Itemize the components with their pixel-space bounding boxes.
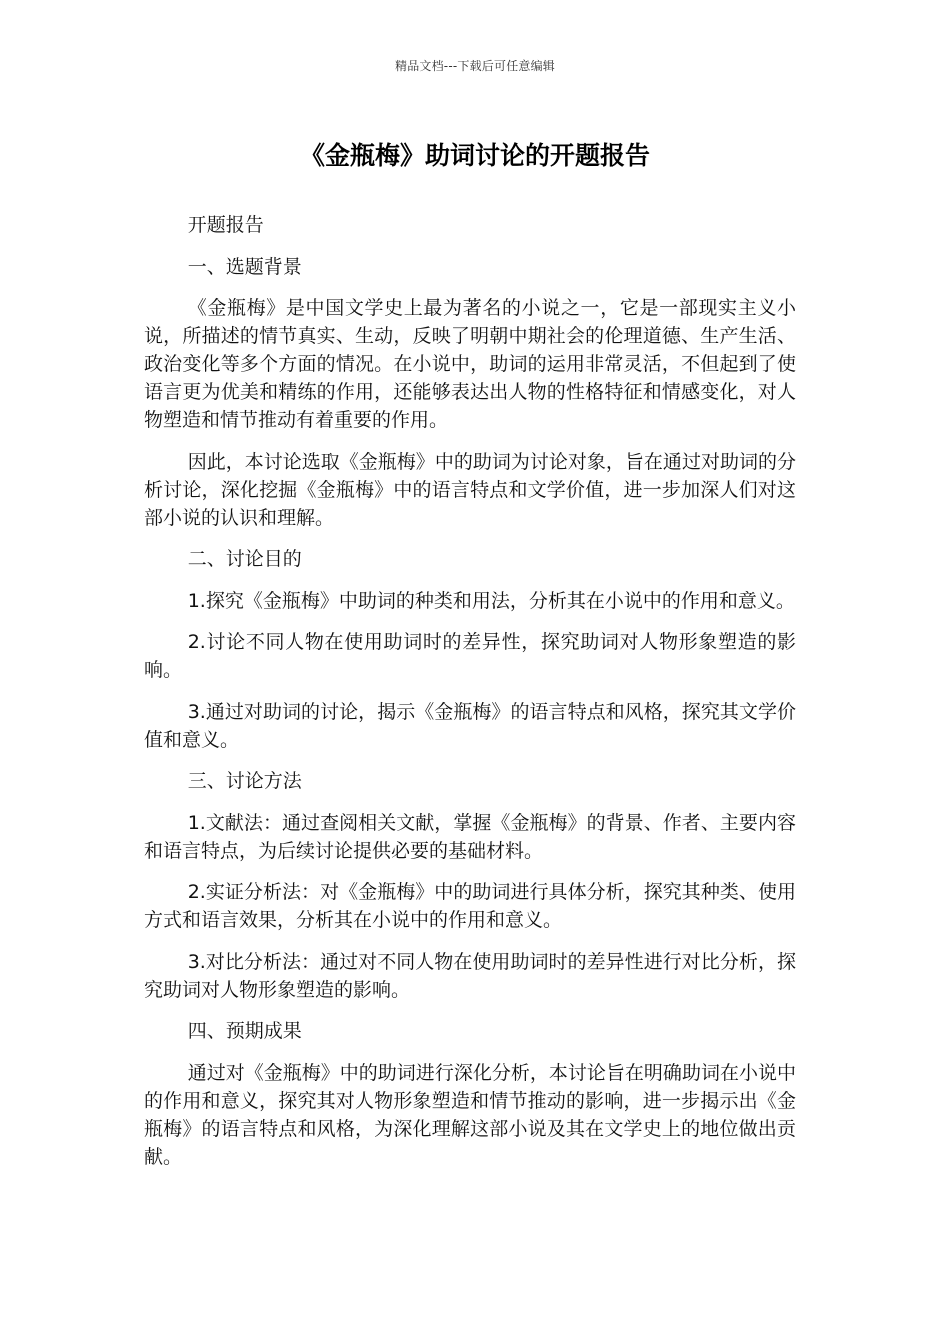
list-item: 2.讨论不同人物在使用助词时的差异性，探究助词对人物形象塑造的影响。 (144, 631, 796, 681)
document-title: 《金瓶梅》助词讨论的开题报告 (299, 141, 650, 170)
list-item: 3.对比分析法：通过对不同人物在使用助词时的差异性进行对比分析，探究助词对人物形象塑造的影响。 (144, 950, 796, 1001)
list-item: 1.探究《金瓶梅》中助词的种类和用法，分析其在小说中的作用和意义。 (187, 589, 795, 612)
section-heading-background: 一、选题背景 (187, 255, 302, 278)
section-heading-results: 四、预期成果 (187, 1020, 302, 1042)
paragraph: 《金瓶梅》是中国文学史上最为著名的小说之一，它是一部现实主义小说，所描述的情节真实、生动，反映了明朝中期社会的伦理道德、生产生活、政治变化等多个方面的情况。在小说中，助词的运用非常灵活，不但起到了使语言更为优美和精练的作用，还能够表达出人物的性格特征和情感变化，对人物塑造和情节推动有着重要的作用。 (144, 297, 796, 431)
report-label: 开题报告 (187, 214, 264, 236)
list-item: 3.通过对助词的讨论，揭示《金瓶梅》的语言特点和风格，探究其文学价值和意义。 (144, 700, 796, 751)
list-item: 1.文献法：通过查阅相关文献，掌握《金瓶梅》的背景、作者、主要内容和语言特点，为后续讨论提供必要的基础材料。 (144, 811, 796, 862)
paragraph: 通过对《金瓶梅》中的助词进行深化分析，本讨论旨在明确助词在小说中的作用和意义，探究其对人物形象塑造和情节推动的影响，进一步揭示出《金瓶梅》的语言特点和风格，为深化理解这部小说及其在文学史上的地位做出贡献。 (144, 1061, 796, 1168)
document-body (144, 211, 796, 1184)
list-item: 2.实证分析法：对《金瓶梅》中的助词进行具体分析，探究其种类、使用方式和语言效果，分析其在小说中的作用和意义。 (144, 881, 796, 931)
section-heading-method: 三、讨论方法 (187, 770, 302, 792)
section-heading-purpose: 二、讨论目的 (187, 548, 302, 570)
paragraph: 因此，本讨论选取《金瓶梅》中的助词为讨论对象，旨在通过对助词的分析讨论，深化挖掘《金瓶梅》中的语言特点和文学价值，进一步加深人们对这部小说的认识和理解。 (144, 450, 796, 529)
page-header: 精品文档---下载后可任意编辑 (395, 59, 555, 73)
